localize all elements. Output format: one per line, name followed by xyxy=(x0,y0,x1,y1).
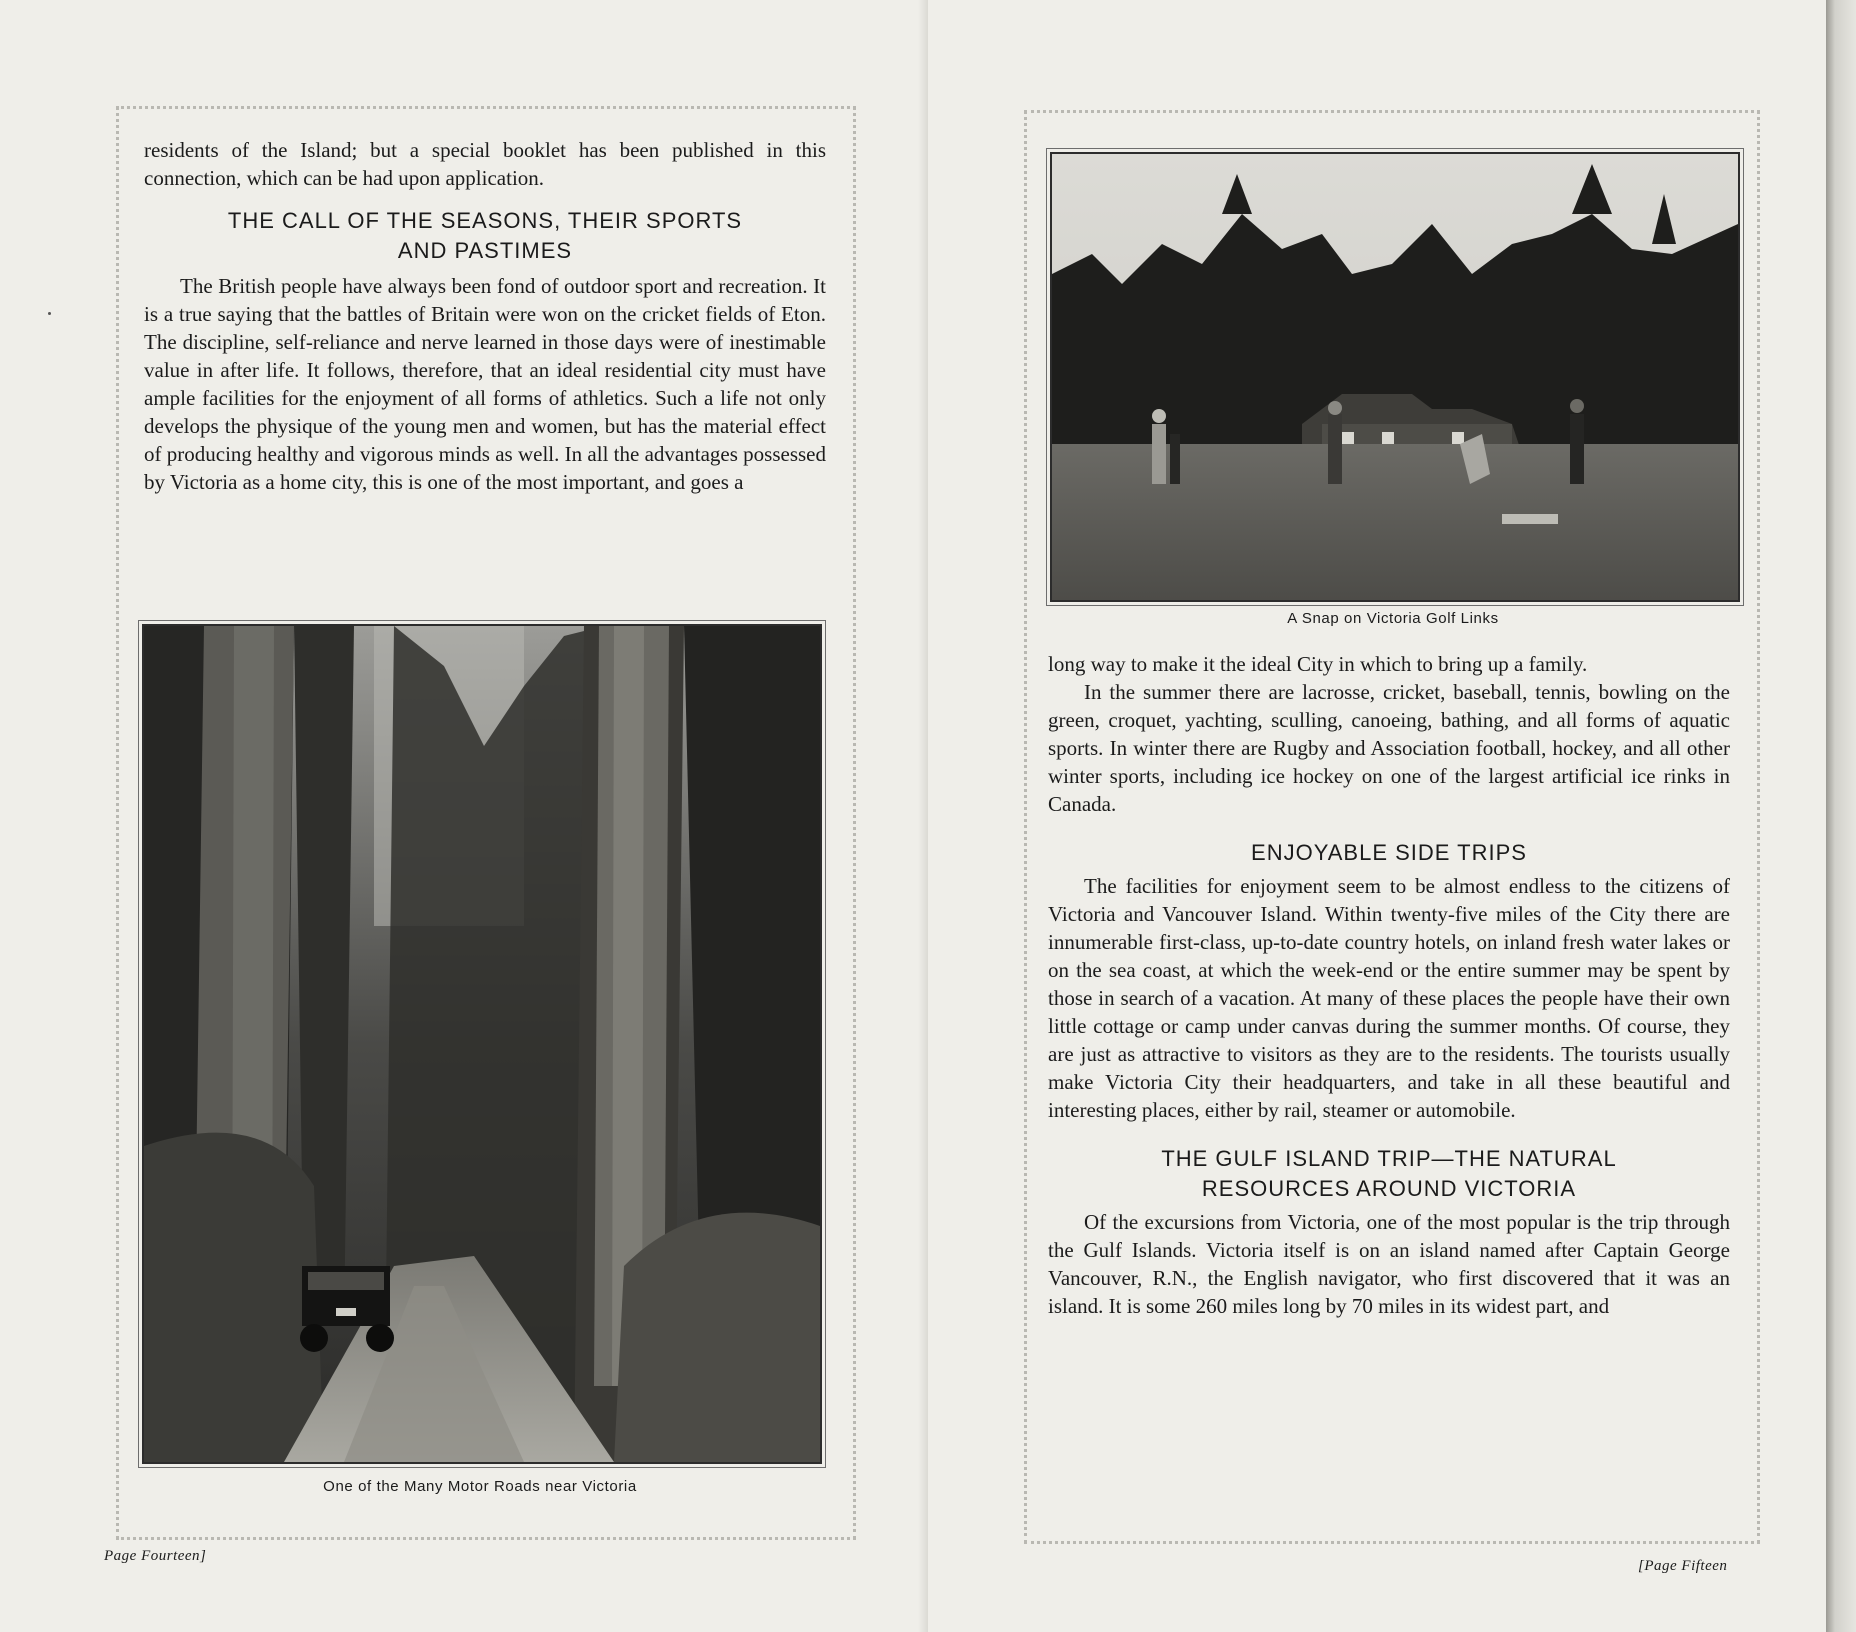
intro-paragraph: residents of the Island; but a special booklet has been published in this connection, which can be had upon application. xyxy=(144,138,826,190)
scan-speck xyxy=(48,312,51,315)
motor-road-photo xyxy=(142,624,822,1464)
heading-line-1: THE CALL OF THE SEASONS, THEIR SPORTS xyxy=(227,208,743,233)
golf-links-photo xyxy=(1050,152,1740,602)
gulf-heading-line-1: THE GULF ISLAND TRIP—THE NATURAL xyxy=(1161,1146,1617,1171)
golf-links-image xyxy=(1052,154,1738,600)
heading-line-2: AND PASTIMES xyxy=(397,238,573,263)
side-trips-paragraph: The facilities for enjoyment seem to be almost endless to the citizens of Victoria and Vancouver Island. Within twenty-five miles of the City there are innumerable first-class, up-to-date country hotels, on inland fresh water lakes or on the sea coast, at which the week-end or the entire summer may be spent by those in search of a vacation. At many of these places the people have their own little cottage or camp under canvas during the summer months. Of course, they are just as attractive to visitors as they are to the residents. The tourists usually make Victoria City their headquarters, and take in all these beautiful and interesting places, either by rail, steamer or automobile. xyxy=(1048,874,1730,1122)
left-text-column xyxy=(144,136,826,496)
gulf-heading-line-2: RESOURCES AROUND VICTORIA xyxy=(1201,1176,1577,1201)
book-fore-edge xyxy=(1826,0,1856,1632)
summer-winter-sports-paragraph: In the summer there are lacrosse, cricket, baseball, tennis, bowling on the green, croquet, yachting, sculling, canoeing, bathing, and all forms of aquatic sports. In winter there are Rugby and Association football, hockey, and all other winter sports, including ice hockey on one of the largest artificial ice rinks in Canada. xyxy=(1048,680,1730,816)
right-text-column xyxy=(1048,650,1730,1320)
motor-road-caption: One of the Many Motor Roads near Victoria xyxy=(323,1478,637,1495)
section-heading-seasons xyxy=(144,206,826,266)
page-number-right: [Page Fifteen xyxy=(1638,1558,1728,1574)
section-heading-gulf-island xyxy=(1048,1144,1730,1204)
section-heading-side-trips: ENJOYABLE SIDE TRIPS xyxy=(1251,840,1527,865)
forest-road-image xyxy=(144,626,820,1462)
sports-intro-paragraph: The British people have always been fond of outdoor sport and recreation. It is a true saying that the battles of Britain were won on the cricket fields of Eton. The discipline, self-reliance and nerve learned in those days were of inestimable value in after life. It follows, therefore, that an ideal residential city must have ample facilities for the enjoyment of all forms of athletics. Such a life not only develops the physique of the young men and women, but has the material effect of producing healthy and vigorous minds as well. In all the advantages possessed by Victoria as a home city, this is one of the most important, and goes a xyxy=(144,274,826,494)
page-number-left: Page Fourteen] xyxy=(104,1548,207,1564)
gulf-island-paragraph: Of the excursions from Victoria, one of the most popular is the trip through the Gulf Islands. Victoria itself is on an island named after Captain George Vancouver, R.N., the English navigator, who first discovered that it was an island. It is some 260 miles long by 70 miles in its widest part, and xyxy=(1048,1210,1730,1318)
continuation-paragraph: long way to make it the ideal City in which to bring up a family. xyxy=(1048,652,1588,676)
golf-links-caption: A Snap on Victoria Golf Links xyxy=(1287,610,1499,627)
